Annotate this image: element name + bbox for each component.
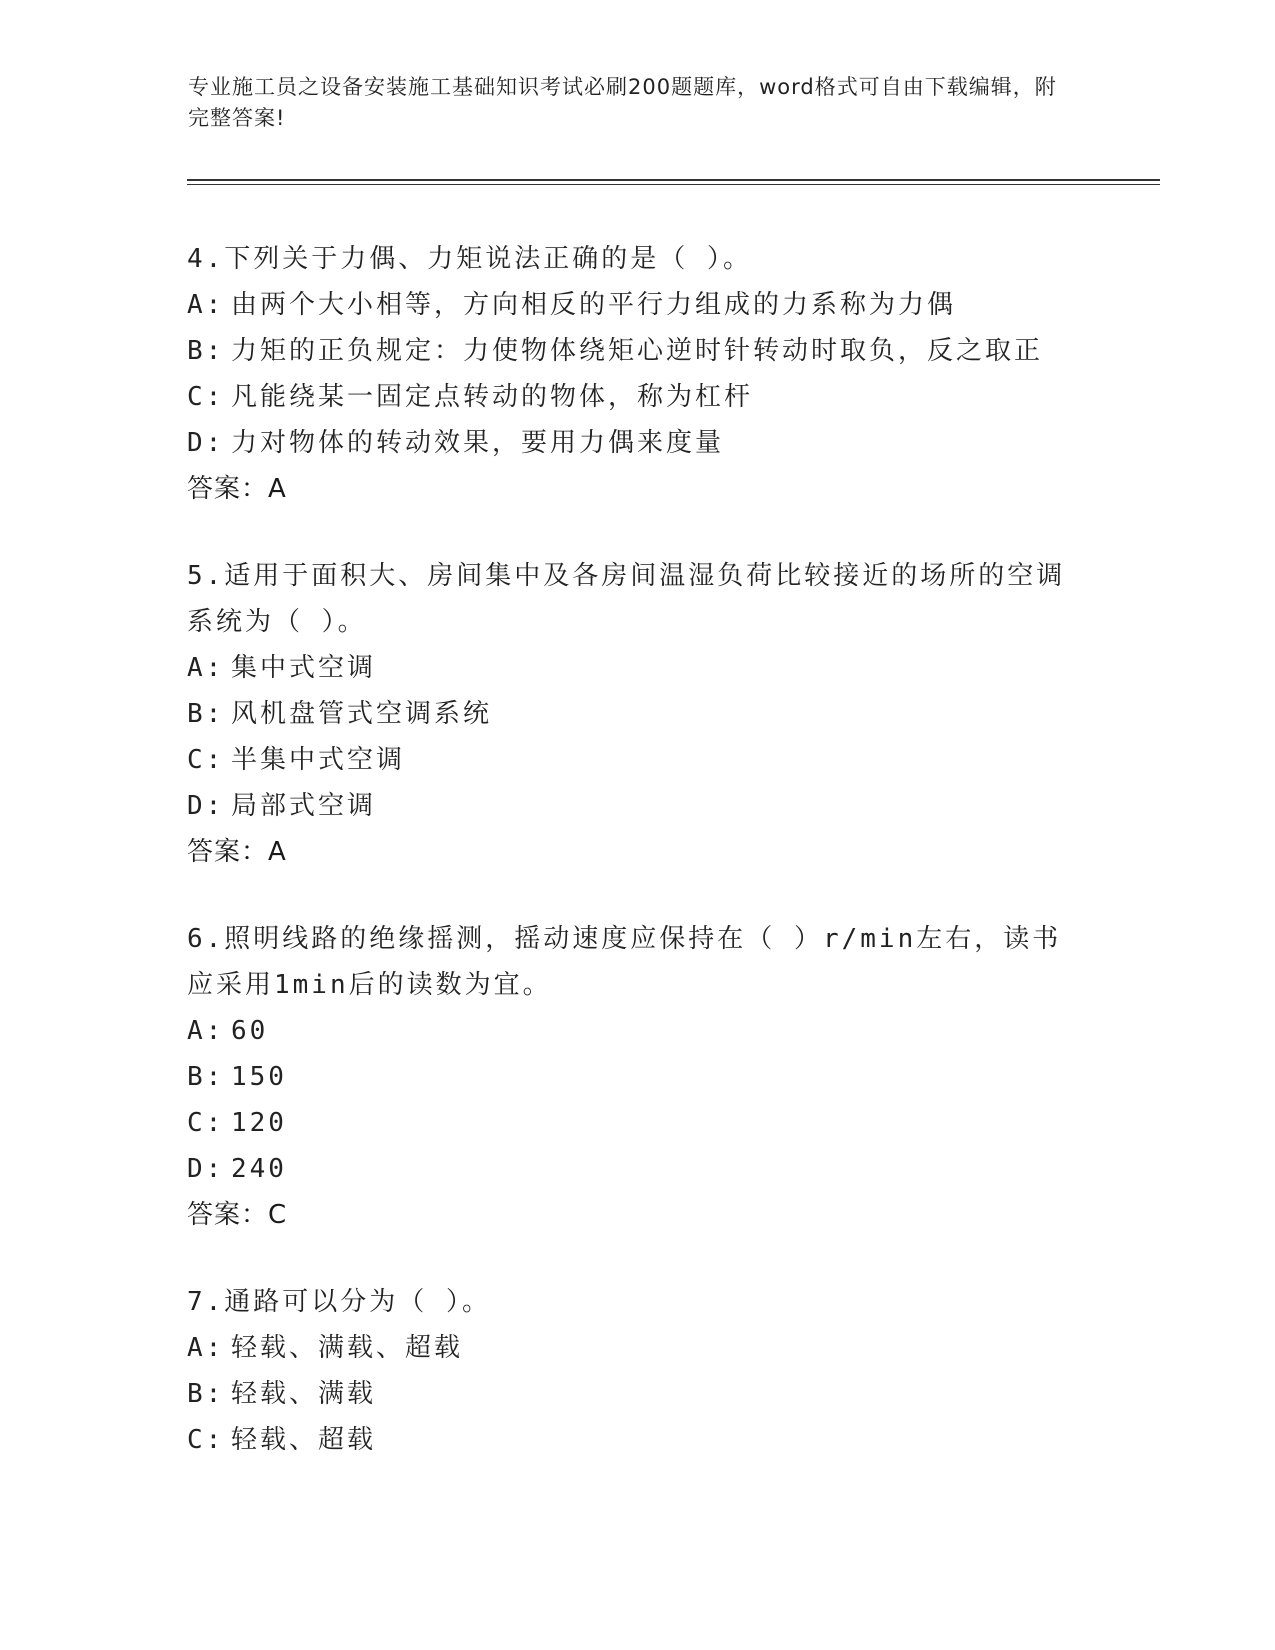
option-text: 240	[231, 1154, 287, 1184]
option-text: 力对物体的转动效果，要用力偶来度量	[231, 428, 725, 458]
option-letter: B:	[187, 336, 225, 366]
option-a	[187, 1325, 1087, 1371]
option-d	[187, 783, 1087, 829]
option-b	[187, 691, 1087, 737]
option-letter: B:	[187, 699, 225, 729]
option-text: 60	[231, 1016, 269, 1046]
option-text: 轻载、满载、超载	[231, 1333, 464, 1363]
option-letter: B:	[187, 1379, 225, 1409]
option-letter: D:	[187, 791, 225, 821]
option-b	[187, 328, 1087, 374]
question-stem: 5.适用于面积大、房间集中及各房间温湿负荷比较接近的场所的空调系统为（ ）。	[187, 561, 1066, 637]
option-letter: C:	[187, 1425, 225, 1455]
header-rule-thick	[187, 179, 1160, 181]
option-text: 由两个大小相等，方向相反的平行力组成的力系称为力偶	[231, 290, 957, 320]
option-text: 风机盘管式空调系统	[231, 699, 493, 729]
question-item	[187, 1279, 1087, 1463]
question-item	[187, 553, 1087, 875]
option-c	[187, 374, 1087, 420]
question-item	[187, 916, 1087, 1238]
option-text: 力矩的正负规定：力使物体绕矩心逆时针转动时取负，反之取正	[231, 336, 1044, 366]
option-text: 150	[231, 1062, 287, 1092]
option-b	[187, 1054, 1087, 1100]
option-letter: C:	[187, 1108, 225, 1138]
option-text: 轻载、超载	[231, 1425, 377, 1455]
option-letter: C:	[187, 745, 225, 775]
option-c	[187, 737, 1087, 783]
question-stem: 6.照明线路的绝缘摇测，摇动速度应保持在（ ）r/min左右，读书应采用1min后的读数为宜。	[187, 924, 1062, 1000]
option-letter: C:	[187, 382, 225, 412]
option-text: 局部式空调	[231, 791, 377, 821]
option-c	[187, 1417, 1087, 1463]
answer-line: 答案：A	[187, 474, 287, 504]
question-list	[187, 236, 1087, 1504]
option-d	[187, 420, 1087, 466]
option-letter: A:	[187, 653, 225, 683]
question-stem: 7.通路可以分为（ ）。	[187, 1287, 491, 1317]
page-header: 专业施工员之设备安装施工基础知识考试必刷200题题库，word格式可自由下载编辑，附完整答案!	[188, 75, 1057, 130]
question-item	[187, 236, 1087, 512]
option-letter: B:	[187, 1062, 225, 1092]
option-letter: D:	[187, 428, 225, 458]
option-d	[187, 1146, 1087, 1192]
option-a	[187, 1008, 1087, 1054]
question-stem: 4.下列关于力偶、力矩说法正确的是（ ）。	[187, 244, 752, 274]
option-letter: D:	[187, 1154, 225, 1184]
answer-line: 答案：C	[187, 1200, 288, 1230]
option-b	[187, 1371, 1087, 1417]
option-text: 120	[231, 1108, 287, 1138]
option-letter: A:	[187, 290, 225, 320]
header-rule-thin	[187, 184, 1160, 185]
option-text: 集中式空调	[231, 653, 377, 683]
option-a	[187, 282, 1087, 328]
option-letter: A:	[187, 1333, 225, 1363]
option-text: 凡能绕某一固定点转动的物体，称为杠杆	[231, 382, 754, 412]
option-letter: A:	[187, 1016, 225, 1046]
answer-line: 答案：A	[187, 837, 287, 867]
option-text: 轻载、满载	[231, 1379, 377, 1409]
option-a	[187, 645, 1087, 691]
option-c	[187, 1100, 1087, 1146]
option-text: 半集中式空调	[231, 745, 406, 775]
